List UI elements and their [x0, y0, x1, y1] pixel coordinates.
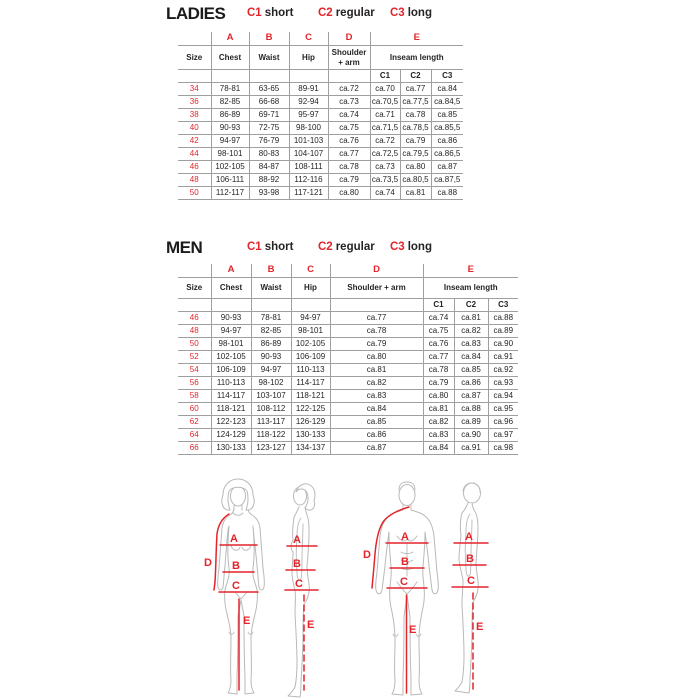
value-cell: ca.76 [423, 338, 454, 351]
value-cell: 126-129 [291, 416, 330, 429]
value-cell: 108-112 [251, 403, 291, 416]
value-cell: ca.86,5 [431, 148, 463, 161]
table-row [178, 161, 463, 174]
table-row [178, 377, 518, 390]
table-row [178, 174, 463, 187]
letter-e: E [370, 32, 463, 46]
value-cell: ca.88 [431, 187, 463, 200]
value-cell: 63-65 [249, 83, 289, 96]
table-row [178, 338, 518, 351]
value-cell: ca.91 [488, 351, 518, 364]
size-cell: 38 [178, 109, 211, 122]
value-cell: 118-121 [211, 403, 251, 416]
header-waist: Waist [249, 46, 289, 70]
size-cell: 64 [178, 429, 211, 442]
value-cell: 78-81 [251, 312, 291, 325]
size-cell: 54 [178, 364, 211, 377]
size-cell: 56 [178, 377, 211, 390]
value-cell: 118-122 [251, 429, 291, 442]
value-cell: ca.73 [328, 96, 370, 109]
value-cell: 94-97 [211, 135, 249, 148]
inseam-subheader-row [178, 299, 518, 312]
value-cell: 104-107 [289, 148, 328, 161]
value-cell: ca.71,5 [370, 122, 400, 135]
value-cell: ca.72 [328, 83, 370, 96]
header-chest: Chest [211, 278, 251, 299]
value-cell: 94-97 [251, 364, 291, 377]
legend-label-regular: regular [335, 7, 375, 19]
label-a: A [465, 531, 473, 543]
value-cell: ca.89 [488, 325, 518, 338]
value-cell: ca.81 [454, 312, 488, 325]
table-row [178, 351, 518, 364]
value-cell: ca.85 [431, 109, 463, 122]
header-inseam: Inseam length [423, 278, 518, 299]
value-cell: 130-133 [291, 429, 330, 442]
value-cell: 80-83 [249, 148, 289, 161]
value-cell: 89-91 [289, 83, 328, 96]
legend-code-c1: C1 [247, 241, 262, 253]
value-cell: ca.73 [370, 161, 400, 174]
female-front-body-outline [218, 479, 265, 694]
value-cell: ca.83 [423, 429, 454, 442]
header-hip: Hip [291, 278, 330, 299]
size-cell: 66 [178, 442, 211, 455]
empty-cell [328, 70, 370, 83]
size-cell: 48 [178, 174, 211, 187]
value-cell: 69-71 [249, 109, 289, 122]
empty-cell [249, 70, 289, 83]
face [231, 486, 246, 506]
size-cell: 46 [178, 312, 211, 325]
value-cell: 122-125 [291, 403, 330, 416]
value-cell: ca.80 [328, 187, 370, 200]
value-cell: 124-129 [211, 429, 251, 442]
table-row [178, 364, 518, 377]
size-cell: 58 [178, 390, 211, 403]
table-row [178, 416, 518, 429]
value-cell: ca.76 [328, 135, 370, 148]
value-cell: 98-100 [289, 122, 328, 135]
inseam-subheader-row [178, 70, 463, 83]
value-cell: ca.90 [454, 429, 488, 442]
value-cell: ca.79,5 [400, 148, 431, 161]
label-d: D [363, 549, 371, 561]
value-cell: ca.74 [328, 109, 370, 122]
value-cell: ca.85 [454, 364, 488, 377]
value-cell: ca.89 [454, 416, 488, 429]
value-cell: 95-97 [289, 109, 328, 122]
value-cell: 108-111 [289, 161, 328, 174]
face [399, 485, 415, 506]
label-e: E [409, 624, 417, 636]
value-cell: ca.78 [423, 364, 454, 377]
value-cell: 78-81 [211, 83, 249, 96]
size-cell: 42 [178, 135, 211, 148]
value-cell: ca.79 [330, 338, 423, 351]
value-cell: ca.78 [400, 109, 431, 122]
value-cell: 106-111 [211, 174, 249, 187]
value-cell: ca.82 [454, 325, 488, 338]
size-cell: 50 [178, 338, 211, 351]
letter-c: C [289, 32, 328, 46]
size-cell: 52 [178, 351, 211, 364]
header-chest: Chest [211, 46, 249, 70]
letter-b: B [249, 32, 289, 46]
table-row [178, 135, 463, 148]
header-inseam: Inseam length [370, 46, 463, 70]
value-cell: 110-113 [211, 377, 251, 390]
legend-item-regular [318, 241, 375, 253]
table-row [178, 403, 518, 416]
header-shoulder-arm: Shoulder + arm [328, 46, 370, 70]
letter-e: E [423, 264, 518, 278]
value-cell: ca.81 [423, 403, 454, 416]
legend-label-long: long [407, 7, 432, 19]
value-cell: 93-98 [249, 187, 289, 200]
legend-label-short: short [264, 7, 294, 19]
empty-cell [178, 299, 211, 312]
legend-code-c3: C3 [390, 241, 405, 253]
label-c: C [295, 578, 303, 590]
label-b: B [466, 553, 474, 565]
value-cell: ca.73,5 [370, 174, 400, 187]
value-cell: 102-105 [211, 161, 249, 174]
value-cell: 90-93 [251, 351, 291, 364]
value-cell: 86-89 [211, 109, 249, 122]
legend-code-c1: C1 [247, 7, 262, 19]
value-cell: ca.87 [454, 390, 488, 403]
size-cell: 62 [178, 416, 211, 429]
value-cell: ca.80 [423, 390, 454, 403]
label-d: D [204, 557, 212, 569]
table-row [178, 109, 463, 122]
subheader-c3: C3 [488, 299, 518, 312]
value-cell: ca.78 [330, 325, 423, 338]
table-row [178, 148, 463, 161]
size-cell: 40 [178, 122, 211, 135]
value-cell: ca.86 [454, 377, 488, 390]
value-cell: 118-121 [291, 390, 330, 403]
value-cell: ca.77 [328, 148, 370, 161]
value-cell: ca.86 [431, 135, 463, 148]
value-cell: ca.70 [370, 83, 400, 96]
value-cell: ca.91 [454, 442, 488, 455]
empty-cell [291, 299, 330, 312]
subheader-c1: C1 [423, 299, 454, 312]
letter-d: D [328, 32, 370, 46]
value-cell: 106-109 [291, 351, 330, 364]
subheader-c1: C1 [370, 70, 400, 83]
legend-item-short [247, 241, 293, 253]
value-cell: ca.85 [330, 416, 423, 429]
legend-label-long: long [407, 241, 432, 253]
value-cell: ca.81 [400, 187, 431, 200]
value-cell: ca.75 [423, 325, 454, 338]
size-cell: 34 [178, 83, 211, 96]
table-row [178, 325, 518, 338]
table-row [178, 429, 518, 442]
value-cell: 98-102 [251, 377, 291, 390]
letter-a: A [211, 32, 249, 46]
value-cell: 123-127 [251, 442, 291, 455]
empty-cell [330, 299, 423, 312]
value-cell: ca.77 [330, 312, 423, 325]
legend-code-c3: C3 [390, 7, 405, 19]
value-cell: ca.95 [488, 403, 518, 416]
value-cell: ca.84 [431, 83, 463, 96]
value-cell: 106-109 [211, 364, 251, 377]
value-cell: ca.82 [330, 377, 423, 390]
value-cell: 90-93 [211, 122, 249, 135]
value-cell: ca.79 [328, 174, 370, 187]
value-cell: ca.81 [330, 364, 423, 377]
value-cell: 113-117 [251, 416, 291, 429]
value-cell: ca.92 [488, 364, 518, 377]
value-cell: 114-117 [211, 390, 251, 403]
label-b: B [232, 560, 240, 572]
label-e: E [476, 621, 484, 633]
men-size-table [178, 264, 518, 455]
value-cell: ca.71 [370, 109, 400, 122]
value-cell: ca.78,5 [400, 122, 431, 135]
letter-b: B [251, 264, 291, 278]
value-cell: ca.74 [370, 187, 400, 200]
empty-cell [178, 264, 211, 278]
legend-label-short: short [264, 241, 294, 253]
value-cell: ca.93 [488, 377, 518, 390]
header-waist: Waist [251, 278, 291, 299]
legend-item-short [247, 7, 293, 19]
value-cell: ca.74 [423, 312, 454, 325]
value-cell: 103-107 [251, 390, 291, 403]
value-cell: 94-97 [291, 312, 330, 325]
empty-cell [178, 70, 211, 83]
value-cell: ca.80 [330, 351, 423, 364]
value-cell: ca.72 [370, 135, 400, 148]
label-b: B [293, 558, 301, 570]
male-side-figure [450, 480, 505, 700]
value-cell: 82-85 [211, 96, 249, 109]
male-front-figure [363, 478, 451, 700]
legend-code-c2: C2 [318, 7, 333, 19]
value-cell: 112-116 [289, 174, 328, 187]
table-row [178, 83, 463, 96]
value-cell: 117-121 [289, 187, 328, 200]
value-cell: ca.77 [423, 351, 454, 364]
men-title: MEN [166, 238, 203, 257]
ladies-section-header [166, 4, 586, 24]
table-row [178, 390, 518, 403]
value-cell: ca.98 [488, 442, 518, 455]
value-cell: ca.72,5 [370, 148, 400, 161]
column-letters-row [178, 264, 518, 278]
value-cell: 101-103 [289, 135, 328, 148]
value-cell: 114-117 [291, 377, 330, 390]
table-row [178, 442, 518, 455]
value-cell: ca.75 [328, 122, 370, 135]
size-cell: 60 [178, 403, 211, 416]
ladies-title: LADIES [166, 4, 226, 23]
header-size: Size [178, 278, 211, 299]
legend-item-regular [318, 7, 375, 19]
value-cell: ca.84 [330, 403, 423, 416]
value-cell: 130-133 [211, 442, 251, 455]
value-cell: 102-105 [291, 338, 330, 351]
value-cell: ca.82 [423, 416, 454, 429]
size-cell: 44 [178, 148, 211, 161]
value-cell: 92-94 [289, 96, 328, 109]
value-cell: ca.70,5 [370, 96, 400, 109]
legend-item-long [390, 241, 432, 253]
value-cell: 98-101 [291, 325, 330, 338]
value-cell: ca.84 [423, 442, 454, 455]
legend-code-c2: C2 [318, 241, 333, 253]
value-cell: 94-97 [211, 325, 251, 338]
label-c: C [467, 575, 475, 587]
value-cell: 110-113 [291, 364, 330, 377]
value-cell: ca.97 [488, 429, 518, 442]
value-cell: 98-101 [211, 148, 249, 161]
male-side-body-outline [455, 483, 484, 693]
letter-c: C [291, 264, 330, 278]
label-a: A [401, 531, 409, 543]
value-cell: 82-85 [251, 325, 291, 338]
empty-cell [211, 70, 249, 83]
label-c: C [400, 576, 408, 588]
value-cell: 84-87 [249, 161, 289, 174]
value-cell: ca.87 [330, 442, 423, 455]
header-size: Size [178, 46, 211, 70]
column-letters-row [178, 32, 463, 46]
value-cell: ca.84 [454, 351, 488, 364]
value-cell: ca.96 [488, 416, 518, 429]
table-row [178, 187, 463, 200]
value-cell: 112-117 [211, 187, 249, 200]
value-cell: ca.80,5 [400, 174, 431, 187]
value-cell: ca.79 [400, 135, 431, 148]
female-front-figure [203, 478, 273, 700]
empty-cell [289, 70, 328, 83]
header-shoulder-arm: Shoulder + arm [330, 278, 423, 299]
value-cell: 98-101 [211, 338, 251, 351]
column-names-row [178, 46, 463, 70]
value-cell: ca.94 [488, 390, 518, 403]
empty-cell [178, 32, 211, 46]
value-cell: ca.88 [488, 312, 518, 325]
value-cell: ca.84,5 [431, 96, 463, 109]
value-cell: ca.77,5 [400, 96, 431, 109]
value-cell: 134-137 [291, 442, 330, 455]
subheader-c3: C3 [431, 70, 463, 83]
legend-label-regular: regular [335, 241, 375, 253]
ladies-size-table [178, 32, 463, 200]
body-outline [218, 507, 265, 694]
value-cell: ca.87 [431, 161, 463, 174]
size-cell: 36 [178, 96, 211, 109]
value-cell: ca.88 [454, 403, 488, 416]
value-cell: ca.83 [454, 338, 488, 351]
value-cell: 86-89 [251, 338, 291, 351]
value-cell: ca.85,5 [431, 122, 463, 135]
table-row [178, 122, 463, 135]
value-cell: 90-93 [211, 312, 251, 325]
value-cell: ca.80 [400, 161, 431, 174]
value-cell: 66-68 [249, 96, 289, 109]
value-cell: 72-75 [249, 122, 289, 135]
value-cell: 76-79 [249, 135, 289, 148]
value-cell: 102-105 [211, 351, 251, 364]
empty-cell [251, 299, 291, 312]
label-b: B [401, 556, 409, 568]
header-hip: Hip [289, 46, 328, 70]
value-cell: ca.90 [488, 338, 518, 351]
value-cell: ca.83 [330, 390, 423, 403]
value-cell: ca.79 [423, 377, 454, 390]
label-e: E [243, 615, 251, 627]
empty-cell [211, 299, 251, 312]
label-c: C [232, 580, 240, 592]
size-cell: 48 [178, 325, 211, 338]
value-cell: 122-123 [211, 416, 251, 429]
value-cell: 88-92 [249, 174, 289, 187]
label-a: A [293, 534, 301, 546]
legend-item-long [390, 7, 432, 19]
subheader-c2: C2 [454, 299, 488, 312]
men-section-header [166, 238, 586, 258]
size-cell: 50 [178, 187, 211, 200]
size-cell: 46 [178, 161, 211, 174]
value-cell: ca.86 [330, 429, 423, 442]
value-cell: ca.78 [328, 161, 370, 174]
column-names-row [178, 278, 518, 299]
table-row [178, 312, 518, 325]
female-side-figure [283, 482, 328, 700]
subheader-c2: C2 [400, 70, 431, 83]
table-row [178, 96, 463, 109]
letter-d: D [330, 264, 423, 278]
value-cell: ca.87,5 [431, 174, 463, 187]
label-a: A [230, 533, 238, 545]
label-e: E [307, 619, 315, 631]
value-cell: ca.77 [400, 83, 431, 96]
letter-a: A [211, 264, 251, 278]
